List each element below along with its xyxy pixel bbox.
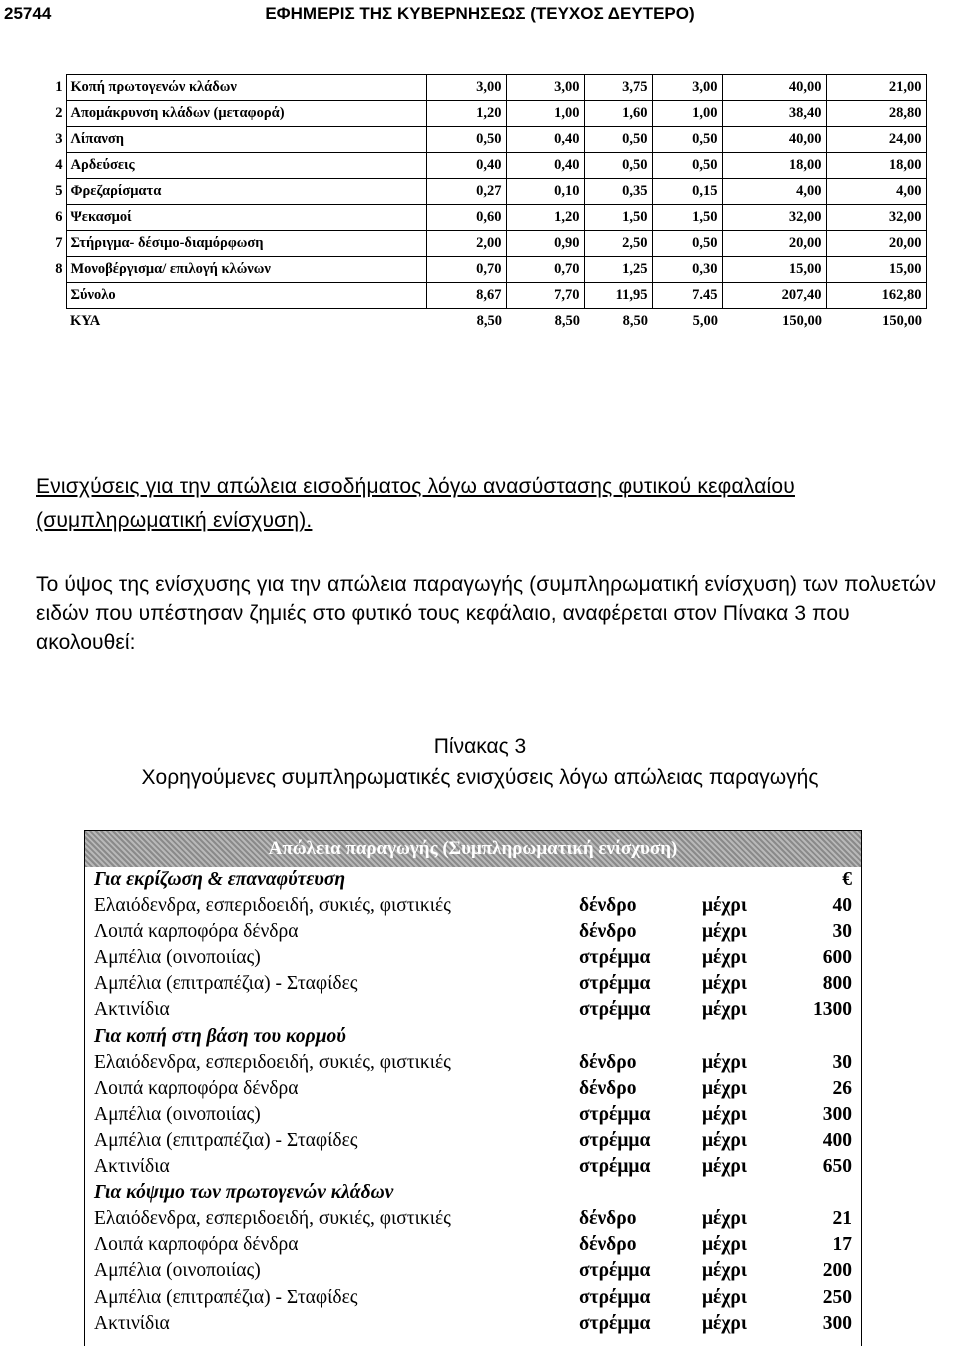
cell-value: 0,40 xyxy=(506,153,584,179)
limit-label: μέχρι xyxy=(702,921,747,943)
section-row xyxy=(85,867,861,893)
cell-value: 3,00 xyxy=(426,75,506,101)
unit-label: δένδρο xyxy=(579,895,637,917)
cell-value: 8,50 xyxy=(554,313,580,329)
row-number: 6 xyxy=(55,209,63,225)
limit-label: μέχρι xyxy=(702,895,747,917)
unit-label: δένδρο xyxy=(579,1234,637,1256)
cost-table xyxy=(52,74,927,334)
unit-label: στρέμμα xyxy=(579,947,651,969)
limit-label: μέχρι xyxy=(702,973,747,995)
table-row xyxy=(52,205,926,231)
cell-value: 18,00 xyxy=(826,153,926,179)
row-number: 7 xyxy=(55,235,63,251)
item-label: Αμπέλια (οινοποιίας) xyxy=(94,1260,261,1282)
cell-value: 11,95 xyxy=(584,283,652,309)
item-label: Ελαιόδενδρα, εσπεριδοειδή, συκιές, φιστικιές xyxy=(94,1208,451,1230)
row-label: Φρεζαρίσματα xyxy=(66,179,426,205)
cell-value: 0,70 xyxy=(426,257,506,283)
amount-value: 30 xyxy=(832,1051,852,1073)
section-row xyxy=(85,1024,861,1050)
amount-value: 21 xyxy=(832,1208,852,1230)
row-number: 4 xyxy=(55,157,63,173)
row-number xyxy=(52,283,66,309)
cell-value: 4,00 xyxy=(826,179,926,205)
unit-label: δένδρο xyxy=(579,921,637,943)
support-table xyxy=(84,830,862,1346)
limit-label: μέχρι xyxy=(702,999,747,1021)
cell-value: 15,00 xyxy=(722,257,826,283)
row-label: Σύνολο xyxy=(66,283,426,309)
cell-value: 1,20 xyxy=(506,205,584,231)
cell-value: 0,50 xyxy=(652,127,722,153)
cell-value: 1,50 xyxy=(584,205,652,231)
item-label: Λοιπά καρποφόρα δένδρα xyxy=(94,1234,299,1256)
limit-label: μέχρι xyxy=(702,1051,747,1073)
cell-value: 32,00 xyxy=(722,205,826,231)
row-label: Κοπή πρωτογενών κλάδων xyxy=(66,75,426,101)
table-row xyxy=(85,997,861,1023)
item-label: Για κόψιμο των πρωτογενών κλάδων xyxy=(94,1182,394,1204)
table-row xyxy=(52,101,926,127)
cell-value: 0,30 xyxy=(652,257,722,283)
body-paragraph: Το ύψος της ενίσχυσης για την απώλεια παραγωγής (συμπληρωματική ενίσχυση) των πολυετών ειδών που υπέστησαν ζημιές στο φυτικό τους κεφάλαιο, αναφέρεται στον Πίνακα 3 που ακολουθεί: xyxy=(36,573,937,654)
table-row xyxy=(85,1258,861,1284)
item-label: Λοιπά καρποφόρα δένδρα xyxy=(94,921,299,943)
item-label: Αμπέλια (επιτραπέζια) - Σταφίδες xyxy=(94,1286,358,1308)
table-row xyxy=(52,231,926,257)
unit-label: στρέμμα xyxy=(579,1103,651,1125)
amount-value: 300 xyxy=(822,1103,852,1125)
row-number: 5 xyxy=(55,183,63,199)
cell-value: 150,00 xyxy=(882,313,922,329)
amount-value: 26 xyxy=(832,1077,852,1099)
item-label: Ακτινίδια xyxy=(94,1156,170,1178)
row-number: 2 xyxy=(55,105,63,121)
item-label: Για κοπή στη βάση του κορμού xyxy=(94,1025,346,1047)
table-row xyxy=(52,75,926,101)
unit-label: στρέμμα xyxy=(579,999,651,1021)
row-label: ΚΥΑ xyxy=(70,313,101,329)
table-row xyxy=(85,1206,861,1232)
amount-value: 650 xyxy=(822,1156,852,1178)
cell-value: 21,00 xyxy=(826,75,926,101)
cell-value: 1,20 xyxy=(426,101,506,127)
cell-value: 7,70 xyxy=(506,283,584,309)
table-row xyxy=(85,1311,861,1337)
table-row xyxy=(85,1050,861,1076)
kya-row xyxy=(52,309,926,335)
row-number: 1 xyxy=(55,79,63,95)
cell-value: 2,50 xyxy=(584,231,652,257)
limit-label: μέχρι xyxy=(702,1156,747,1178)
limit-label: μέχρι xyxy=(702,1208,747,1230)
amount-value: 600 xyxy=(822,947,852,969)
row-label: Μονοβέργισμα/ επιλογή κλώνων xyxy=(66,257,426,283)
table-caption-title: Χορηγούμενες συμπληρωματικές ενισχύσεις λόγω απώλειας παραγωγής xyxy=(141,766,819,789)
cell-value: 0,10 xyxy=(506,179,584,205)
cell-value: 1,25 xyxy=(584,257,652,283)
gazette-title: ΕΦΗΜΕΡΙΣ ΤΗΣ ΚΥΒΕΡΝΗΣΕΩΣ (ΤΕΥΧΟΣ ΔΕΥΤΕΡΟ) xyxy=(265,4,695,23)
page-header xyxy=(4,4,956,28)
cell-value: 38,40 xyxy=(722,101,826,127)
table-row xyxy=(85,919,861,945)
cell-value: 40,00 xyxy=(722,75,826,101)
cell-value: 207,40 xyxy=(722,283,826,309)
cell-value: 1,00 xyxy=(652,101,722,127)
cell-value: 8,50 xyxy=(622,313,648,329)
cell-value: 8,50 xyxy=(476,313,502,329)
cell-value: 24,00 xyxy=(826,127,926,153)
amount-value: 30 xyxy=(832,921,852,943)
limit-label: μέχρι xyxy=(702,1312,747,1334)
cell-value: 3,00 xyxy=(652,75,722,101)
cell-value: 0,50 xyxy=(584,153,652,179)
amount-value: 250 xyxy=(822,1286,852,1308)
limit-label: μέχρι xyxy=(702,1234,747,1256)
cell-value: 0,35 xyxy=(584,179,652,205)
limit-label: μέχρι xyxy=(702,1286,747,1308)
limit-label: μέχρι xyxy=(702,947,747,969)
table-row xyxy=(85,893,861,919)
cell-value: 0,90 xyxy=(506,231,584,257)
item-label: Λοιπά καρποφόρα δένδρα xyxy=(94,1077,299,1099)
amount-value: € xyxy=(842,869,852,890)
cell-value: 4,00 xyxy=(722,179,826,205)
cell-value: 150,00 xyxy=(782,313,822,329)
cell-value: 0,40 xyxy=(506,127,584,153)
unit-label: στρέμμα xyxy=(579,1129,651,1151)
item-label: Αμπέλια (οινοποιίας) xyxy=(94,947,261,969)
cell-value: 1,60 xyxy=(584,101,652,127)
cell-value: 32,00 xyxy=(826,205,926,231)
unit-label: στρέμμα xyxy=(579,1286,651,1308)
limit-label: μέχρι xyxy=(702,1260,747,1282)
cell-value: 1,50 xyxy=(652,205,722,231)
section-heading: Ενισχύσεις για την απώλεια εισοδήματος λόγω ανασύστασης φυτικού κεφαλαίου (συμπληρωματική ενίσχυση). xyxy=(36,475,795,532)
amount-value: 200 xyxy=(822,1260,852,1282)
row-label: Αρδεύσεις xyxy=(66,153,426,179)
unit-label: δένδρο xyxy=(579,1208,637,1230)
cell-value: 40,00 xyxy=(722,127,826,153)
cell-value: 162,80 xyxy=(826,283,926,309)
item-label: Ακτινίδια xyxy=(94,999,170,1021)
table-row xyxy=(52,153,926,179)
table-row xyxy=(85,1232,861,1258)
row-number: 8 xyxy=(55,261,63,277)
item-label: Αμπέλια (οινοποιίας) xyxy=(94,1103,261,1125)
table-row xyxy=(85,1102,861,1128)
cell-value: 0,50 xyxy=(652,153,722,179)
table-row xyxy=(52,127,926,153)
limit-label: μέχρι xyxy=(702,1103,747,1125)
unit-label: στρέμμα xyxy=(579,1156,651,1178)
table-band-title: Απώλεια παραγωγής (Συμπληρωματική ενίσχυση) xyxy=(85,831,861,867)
item-label: Αμπέλια (επιτραπέζια) - Σταφίδες xyxy=(94,1129,358,1151)
limit-label: μέχρι xyxy=(702,1077,747,1099)
item-label: Ακτινίδια xyxy=(94,1312,170,1334)
table-caption-number: Πίνακας 3 xyxy=(433,735,527,758)
amount-value: 17 xyxy=(832,1234,852,1256)
cell-value: 20,00 xyxy=(722,231,826,257)
cell-value: 15,00 xyxy=(826,257,926,283)
item-label: Αμπέλια (επιτραπέζια) - Σταφίδες xyxy=(94,973,358,995)
row-label: Ψεκασμοί xyxy=(66,205,426,231)
cell-value: 0,60 xyxy=(426,205,506,231)
row-number xyxy=(52,309,66,335)
cell-value: 5,00 xyxy=(692,313,718,329)
cell-value: 0,50 xyxy=(652,231,722,257)
page-number: 25744 xyxy=(4,4,52,23)
item-label: Για εκρίζωση & επαναφύτευση xyxy=(94,869,346,890)
cell-value: 0,15 xyxy=(652,179,722,205)
row-number: 3 xyxy=(55,131,63,147)
item-label: Ελαιόδενδρα, εσπεριδοειδή, συκιές, φιστικιές xyxy=(94,895,451,917)
cell-value: 28,80 xyxy=(826,101,926,127)
limit-label: μέχρι xyxy=(702,1129,747,1151)
amount-value: 1300 xyxy=(813,999,852,1021)
cell-value: 20,00 xyxy=(826,231,926,257)
row-label: Λίπανση xyxy=(66,127,426,153)
table-row xyxy=(85,1128,861,1154)
cell-value: 0,40 xyxy=(426,153,506,179)
table-row xyxy=(52,179,926,205)
row-label: Απομάκρυνση κλάδων (μεταφορά) xyxy=(66,101,426,127)
table-row xyxy=(52,283,926,309)
table-row xyxy=(85,1154,861,1180)
table-row xyxy=(52,257,926,283)
row-label: Στήριγμα- δέσιμο-διαμόρφωση xyxy=(66,231,426,257)
unit-label: στρέμμα xyxy=(579,1312,651,1334)
cell-value: 0,50 xyxy=(426,127,506,153)
amount-value: 300 xyxy=(822,1312,852,1334)
unit-label: δένδρο xyxy=(579,1051,637,1073)
cell-value: 3,00 xyxy=(506,75,584,101)
cell-value: 1,00 xyxy=(506,101,584,127)
cell-value: 0,70 xyxy=(506,257,584,283)
table-row xyxy=(85,945,861,971)
cell-value: 8,67 xyxy=(426,283,506,309)
cell-value: 18,00 xyxy=(722,153,826,179)
amount-value: 400 xyxy=(822,1129,852,1151)
cell-value: 7.45 xyxy=(652,283,722,309)
unit-label: στρέμμα xyxy=(579,1260,651,1282)
item-label: Ελαιόδενδρα, εσπεριδοειδή, συκιές, φιστικιές xyxy=(94,1051,451,1073)
table-row xyxy=(85,1076,861,1102)
cell-value: 2,00 xyxy=(426,231,506,257)
amount-value: 800 xyxy=(822,973,852,995)
amount-value: 40 xyxy=(832,895,852,917)
unit-label: δένδρο xyxy=(579,1077,637,1099)
unit-label: στρέμμα xyxy=(579,973,651,995)
cell-value: 3,75 xyxy=(584,75,652,101)
cell-value: 0,50 xyxy=(584,127,652,153)
table-row xyxy=(85,1285,861,1311)
table-row xyxy=(85,971,861,997)
cell-value: 0,27 xyxy=(426,179,506,205)
section-row xyxy=(85,1180,861,1206)
